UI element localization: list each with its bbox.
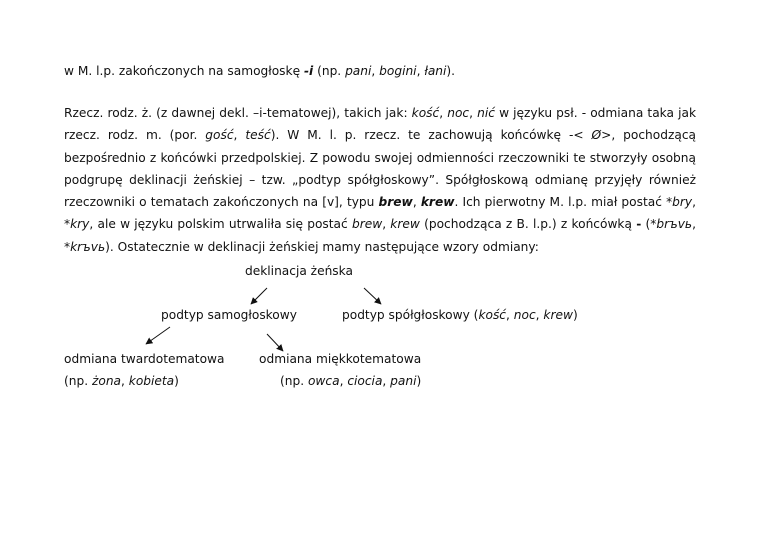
diagram-vowel-subtype: podtyp samogłoskowy (161, 308, 297, 322)
paragraph-separator: , (692, 195, 696, 210)
intro-text: ). (446, 64, 456, 78)
paragraph-text: , pochodzącą bezpośrednio z końcówki przedpolskiej. Z powodu swojej odmienności rzeczowniki te stworzyły osobną podgrupę deklinacji żeńskiej – tzw. „podtyp spółgłoskowy”. Spółgłoskową odmianę przyjęły również rzeczowniki o tematach zakończonych na [v], typu (64, 128, 696, 210)
diagram-text: ) (174, 374, 179, 388)
diagram-separator: , (382, 374, 391, 388)
diagram-example: kość (478, 308, 507, 322)
paragraph-word: gość (205, 128, 234, 143)
paragraph-word: nić (477, 106, 495, 120)
diagram-text: ) (416, 374, 422, 388)
paragraph-text: Rzecz. rodz. ż. (z dawnej dekl. –i-tematowej), takich jak: (64, 106, 412, 120)
diagram-separator: , (535, 308, 544, 322)
diagram-example: owca (307, 374, 340, 388)
paragraph-word: kość (411, 106, 440, 120)
intro-text: (np. (313, 64, 346, 78)
diagram-hard-stem: odmiana twardotematowa (64, 352, 225, 366)
paragraph-separator: , (233, 128, 246, 143)
paragraph-separator: , (692, 217, 696, 232)
paragraph-separator: , (439, 106, 448, 120)
paragraph-bold-word: brew (378, 195, 413, 210)
paragraph-separator: , (412, 195, 421, 210)
diagram-example: ciocia (347, 374, 383, 388)
diagram-example: noc (513, 308, 536, 322)
intro-separator: , (371, 64, 380, 78)
intro-example: pani (345, 64, 372, 78)
diagram-example: żona (91, 374, 122, 388)
diagram-separator: , (121, 374, 129, 388)
intro-example: łani (424, 64, 447, 78)
diagram-root: deklinacja żeńska (245, 264, 353, 278)
diagram-text: (np. (64, 374, 92, 388)
paragraph-text: (pochodząca z B. l.p.) z końcówką (419, 217, 637, 232)
diagram-text: ) (572, 308, 578, 322)
paragraph-word: brew (351, 217, 383, 232)
arrow-to-soft-stem (267, 334, 283, 351)
intro-text: w M. l.p. zakończonych na samogłoskę (64, 64, 304, 78)
diagram-example: krew (543, 308, 573, 322)
diagram-text: (np. (280, 374, 308, 388)
paragraph-word: krew (390, 217, 420, 232)
intro-ending: -i (303, 64, 314, 78)
arrow-to-hard-stem (146, 327, 170, 344)
diagram-text: podtyp spółgłoskowy ( (342, 308, 479, 322)
zero-ending: < Ø> (573, 128, 612, 143)
paragraph-word: *bry (666, 195, 693, 210)
arrow-to-vowel-subtype (251, 288, 267, 304)
paragraph-word: *krъvь (64, 239, 106, 254)
paragraph-word: *kry (64, 217, 90, 232)
paragraph-text: ( (641, 217, 651, 232)
diagram-separator: , (339, 374, 348, 388)
paragraph-text: ). Ostatecznie w deklinacji żeńskiej mamy następujące wzory odmiany: (105, 239, 539, 254)
diagram-example: pani (390, 374, 417, 388)
paragraph-separator: , (382, 217, 391, 232)
paragraph-word: noc (447, 106, 470, 120)
diagram-separator: , (506, 308, 514, 322)
paragraph-text: . Ich pierwotny M. l.p. miał postać (454, 195, 667, 210)
paragraph-word: *brъvь (650, 217, 693, 232)
paragraph-dash: - (636, 217, 642, 232)
intro-separator: , (416, 64, 425, 78)
paragraph-word: teść (245, 128, 271, 143)
paragraph-text: , ale w języku polskim utrwaliła się postać (89, 217, 352, 232)
arrow-to-consonant-subtype (364, 288, 381, 304)
intro-example: bogini (379, 64, 417, 78)
paragraph-bold-word: krew (420, 195, 455, 210)
paragraph-text: w języku psł. - odmiana taka jak rzecz. rodz. m. (por. (64, 106, 697, 143)
diagram-example: kobieta (128, 374, 175, 388)
diagram-soft-stem: odmiana miękkotematowa (259, 352, 422, 366)
paragraph-separator: , (469, 106, 478, 120)
paragraph-text: ). W M. l. p. rzecz. te zachowują końcówkę - (270, 128, 574, 143)
